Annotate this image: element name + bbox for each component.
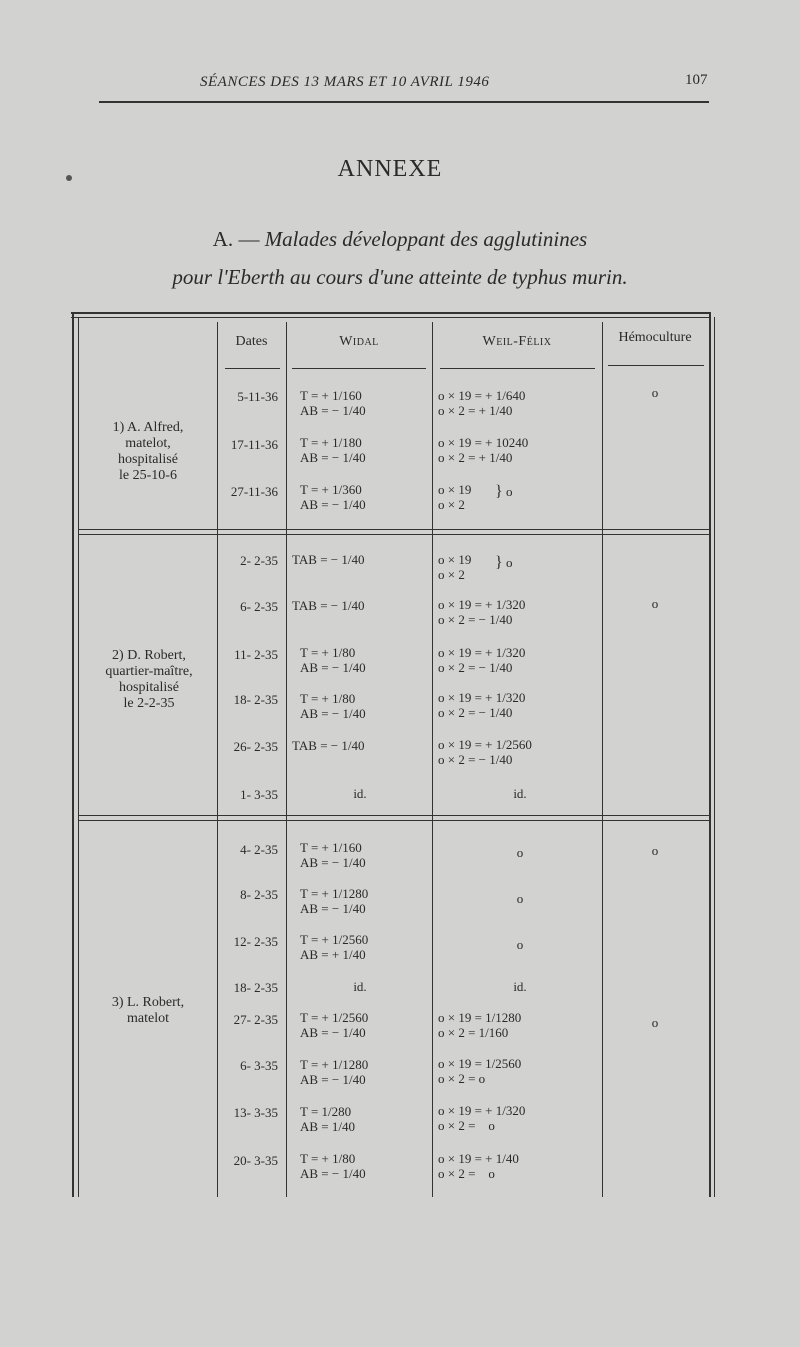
weil-felix-line: o × 2 = o — [438, 1118, 495, 1133]
weil-felix-line: o × 19 = + 1/40 — [438, 1151, 519, 1166]
patient-separator-2 — [78, 815, 709, 816]
widal-line: AB = − 1/40 — [300, 706, 366, 721]
weil-felix-line: o × 2 = o — [438, 1166, 495, 1181]
weil-felix-line: o × 19 = + 1/320 — [438, 1103, 526, 1118]
column-header-hemoculture: Hémoculture — [618, 330, 692, 345]
patient-separator-1b — [78, 534, 709, 535]
col-sep-weilfelix — [432, 322, 433, 1197]
row-date: 20- 3-35 — [233, 1153, 278, 1168]
table-left-border — [72, 312, 74, 1197]
patient-1-info — [78, 420, 218, 484]
weil-felix-line: o × 19 — [438, 552, 472, 567]
table-right-border-inner — [714, 317, 715, 1197]
weil-felix-id: id. — [513, 786, 527, 801]
row-date: 27- 2-35 — [233, 1012, 278, 1027]
row-date: 11- 2-35 — [234, 647, 278, 662]
patient-1-line: le 25-10-6 — [119, 468, 177, 483]
weil-felix-value: o — [516, 891, 524, 906]
column-header-dates: Dates — [235, 334, 268, 349]
weil-felix-line: o × 2 = − 1/40 — [438, 752, 513, 767]
table-top-rule — [71, 312, 711, 314]
weil-felix-line: o × 2 = − 1/40 — [438, 705, 513, 720]
widal-line: T = + 1/80 — [300, 691, 356, 706]
weil-felix-line: o × 2 = 1/160 — [438, 1025, 509, 1040]
weil-felix-id: id. — [513, 979, 527, 994]
brace-value: o — [505, 484, 513, 499]
patient-2-line: hospitalisé — [119, 680, 179, 695]
col-sep-widal — [286, 322, 287, 1197]
patient-2-line: quartier-maître, — [105, 664, 193, 679]
widal-line: AB = − 1/40 — [300, 450, 366, 465]
section-dash: — — [238, 227, 260, 251]
widal-line: T = + 1/1280 — [300, 886, 369, 901]
widal-line: T = + 1/80 — [300, 645, 356, 660]
widal-line: AB = − 1/40 — [300, 1072, 366, 1087]
widal-line: AB = − 1/40 — [300, 497, 366, 512]
widal-line: AB = − 1/40 — [300, 403, 366, 418]
weil-felix-line: o × 19 = + 1/320 — [438, 690, 526, 705]
patient-2-info — [78, 648, 220, 712]
widal-line: T = + 1/80 — [300, 1151, 356, 1166]
row-date: 17-11-36 — [230, 437, 278, 452]
weil-felix-line: o × 2 = + 1/40 — [438, 450, 513, 465]
widal-line: T = + 1/1280 — [300, 1057, 369, 1072]
widal-line: T = 1/280 — [300, 1104, 352, 1119]
page-number: 107 — [685, 72, 708, 88]
row-date: 18- 2-35 — [233, 980, 278, 995]
weil-felix-line: o × 19 = + 1/2560 — [438, 737, 532, 752]
section-title-line2: pour l'Eberth au cours d'une atteinte de typhus murin. — [172, 265, 628, 289]
section-label: A. — [212, 227, 234, 251]
patient-3-line: matelot — [127, 1011, 169, 1026]
weil-felix-line: o × 19 = 1/1280 — [438, 1010, 522, 1025]
widal-line: T = + 1/360 — [300, 482, 362, 497]
weil-felix-line: o × 19 — [438, 482, 472, 497]
widal-line: T = + 1/2560 — [300, 1010, 369, 1025]
widal-line: AB = − 1/40 — [300, 1025, 366, 1040]
widal-line: TAB = − 1/40 — [292, 738, 365, 753]
weil-felix-line: o × 2 — [438, 567, 465, 582]
row-date: 8- 2-35 — [240, 887, 278, 902]
weil-felix-line: o × 19 = + 1/320 — [438, 597, 526, 612]
col-sep-hemoculture — [602, 322, 603, 1197]
widal-line: T = + 1/160 — [300, 840, 362, 855]
header-underline-widal — [292, 368, 426, 369]
header-underline-weilfelix — [440, 368, 595, 369]
widal-id: id. — [353, 786, 367, 801]
row-date: 5-11-36 — [237, 389, 278, 404]
running-header-title: SÉANCES DES 13 MARS ET 10 AVRIL 1946 — [200, 74, 490, 90]
widal-line: AB = − 1/40 — [300, 855, 366, 870]
row-date: 6- 2-35 — [240, 599, 278, 614]
row-date: 4- 2-35 — [240, 842, 278, 857]
column-header-weil-felix: Weil-Félix — [482, 334, 552, 349]
patient-1-line: matelot, — [125, 436, 171, 451]
widal-line: AB = − 1/40 — [300, 1166, 366, 1181]
patient-3-hemoculture-1: o — [651, 843, 659, 858]
patient-separator-2b — [78, 820, 709, 821]
weil-felix-line: o × 19 = + 1/640 — [438, 388, 526, 403]
weil-felix-line: o × 2 = o — [438, 1071, 486, 1086]
row-date: 2- 2-35 — [240, 553, 278, 568]
patient-3-info — [78, 995, 218, 1027]
weil-felix-line: o × 19 = + 10240 — [438, 435, 529, 450]
weil-felix-line: o × 2 = + 1/40 — [438, 403, 513, 418]
row-date: 12- 2-35 — [233, 934, 278, 949]
patient-3-line: 3) L. Robert, — [111, 995, 185, 1010]
row-date: 26- 2-35 — [233, 739, 278, 754]
widal-line: TAB = − 1/40 — [292, 552, 365, 567]
patient-2-line: le 2-2-35 — [123, 696, 175, 711]
patient-separator-1 — [78, 529, 709, 530]
widal-id: id. — [353, 979, 367, 994]
row-date: 18- 2-35 — [233, 692, 278, 707]
column-header-widal: Widal — [339, 334, 379, 349]
widal-line: T = + 1/2560 — [300, 932, 369, 947]
annex-title: ANNEXE — [337, 156, 443, 182]
weil-felix-line: o × 2 = − 1/40 — [438, 660, 513, 675]
patient-1-hemoculture: o — [651, 385, 659, 400]
weil-felix-line: o × 19 = 1/2560 — [438, 1056, 522, 1071]
widal-line: AB = − 1/40 — [300, 901, 366, 916]
brace-result: } o — [495, 554, 513, 571]
table-top-rule-inner — [71, 317, 711, 318]
widal-line: AB = 1/40 — [300, 1119, 356, 1134]
weil-felix-value: o — [516, 845, 524, 860]
brace-result: } o — [495, 483, 513, 500]
row-date: 6- 3-35 — [240, 1058, 278, 1073]
patient-1-line: hospitalisé — [118, 452, 178, 467]
patient-2-line: 2) D. Robert, — [112, 648, 186, 663]
widal-line: T = + 1/180 — [300, 435, 362, 450]
row-date: 13- 3-35 — [233, 1105, 278, 1120]
brace-value: o — [505, 555, 513, 570]
widal-line: T = + 1/160 — [300, 388, 362, 403]
table-right-border — [709, 312, 711, 1197]
weil-felix-line: o × 2 — [438, 497, 465, 512]
weil-felix-line: o × 2 = − 1/40 — [438, 612, 513, 627]
row-date: 1- 3-35 — [240, 787, 278, 802]
weil-felix-value: o — [516, 937, 524, 952]
header-underline-dates — [225, 368, 280, 369]
widal-line: TAB = − 1/40 — [292, 598, 365, 613]
widal-line: AB = − 1/40 — [300, 660, 366, 675]
header-underline-hemoculture — [608, 365, 704, 366]
patient-1-line: 1) A. Alfred, — [112, 420, 184, 435]
patient-3-hemoculture-2: o — [651, 1015, 659, 1030]
section-title-line1: Malades développant des agglutinines — [264, 227, 588, 251]
widal-line: AB = + 1/40 — [300, 947, 366, 962]
weil-felix-line: o × 19 = + 1/320 — [438, 645, 526, 660]
row-date: 27-11-36 — [230, 484, 278, 499]
patient-2-hemoculture: o — [651, 596, 659, 611]
